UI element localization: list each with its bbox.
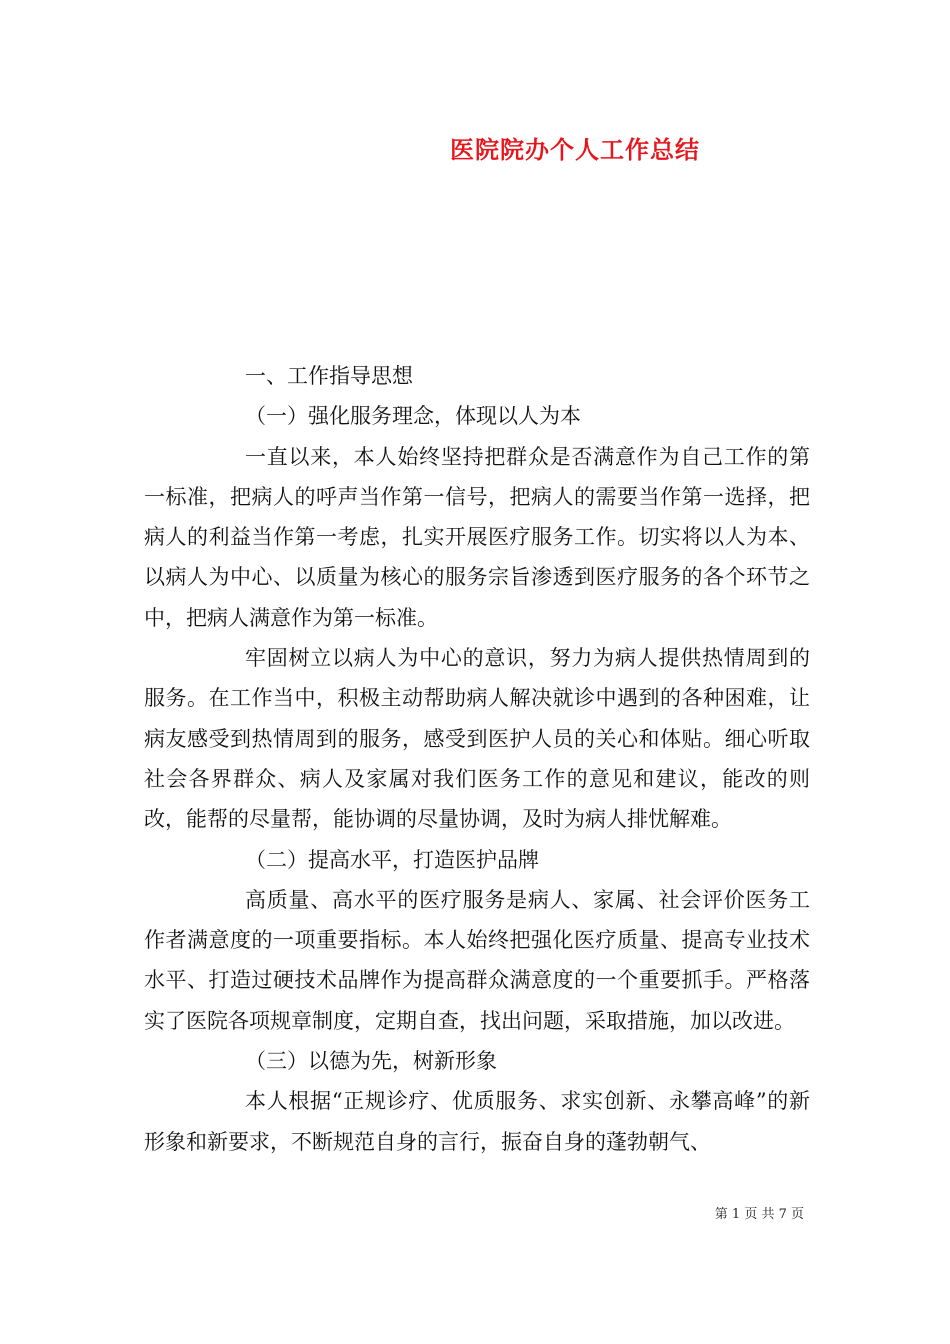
subsection-heading-2: （二）提高水平，打造医护品牌 — [245, 847, 539, 872]
section-heading-guiding-thought: 一、工作指导思想 — [245, 364, 413, 388]
body-paragraph: 高质量、高水平的医疗服务是病人、家属、社会评价医务工作者满意度的一项重要指标。本人始终把强化医疗质量、提高专业技术水平、打造过硬技术品牌作为提高群众满意度的一个重要抓手。严格落实了医院各项规章制度，定期自查，找出问题，采取措施，加以改进。 — [144, 887, 810, 1033]
page-number-footer: 第 1 页 共 7 页 — [714, 1207, 804, 1222]
body-paragraph: 一直以来，本人始终坚持把群众是否满意作为自己工作的第一标准，把病人的呼声当作第一信号，把病人的需要当作第一选择，把病人的利益当作第一考虑，扎实开展医疗服务工作。切实将以人为本、以病人为中心、以质量为核心的服务宗旨渗透到医疗服务的各个环节之中，把病人满意作为第一标准。 — [144, 444, 810, 630]
subsection-heading-3: （三）以德为先，树新形象 — [245, 1049, 497, 1074]
document-title: 医院院办个人工作总结 — [450, 136, 700, 164]
document-body — [144, 356, 810, 1162]
body-paragraph: 牢固树立以病人为中心的意识，努力为病人提供热情周到的服务。在工作当中，积极主动帮助病人解决就诊中遇到的各种困难，让病友感受到热情周到的服务，感受到医护人员的关心和体贴。细心听取社会各界群众、病人及家属对我们医务工作的意见和建议，能改的则改，能帮的尽量帮，能协调的尽量协调，及时为病人排忧解难。 — [144, 646, 810, 832]
body-paragraph: 本人根据“正规诊疗、优质服务、求实创新、永攀高峰”的新形象和新要求，不断规范自身的言行，振奋自身的蓬勃朝气、 — [144, 1089, 810, 1154]
subsection-heading-1: （一）强化服务理念，体现以人为本 — [245, 404, 581, 429]
